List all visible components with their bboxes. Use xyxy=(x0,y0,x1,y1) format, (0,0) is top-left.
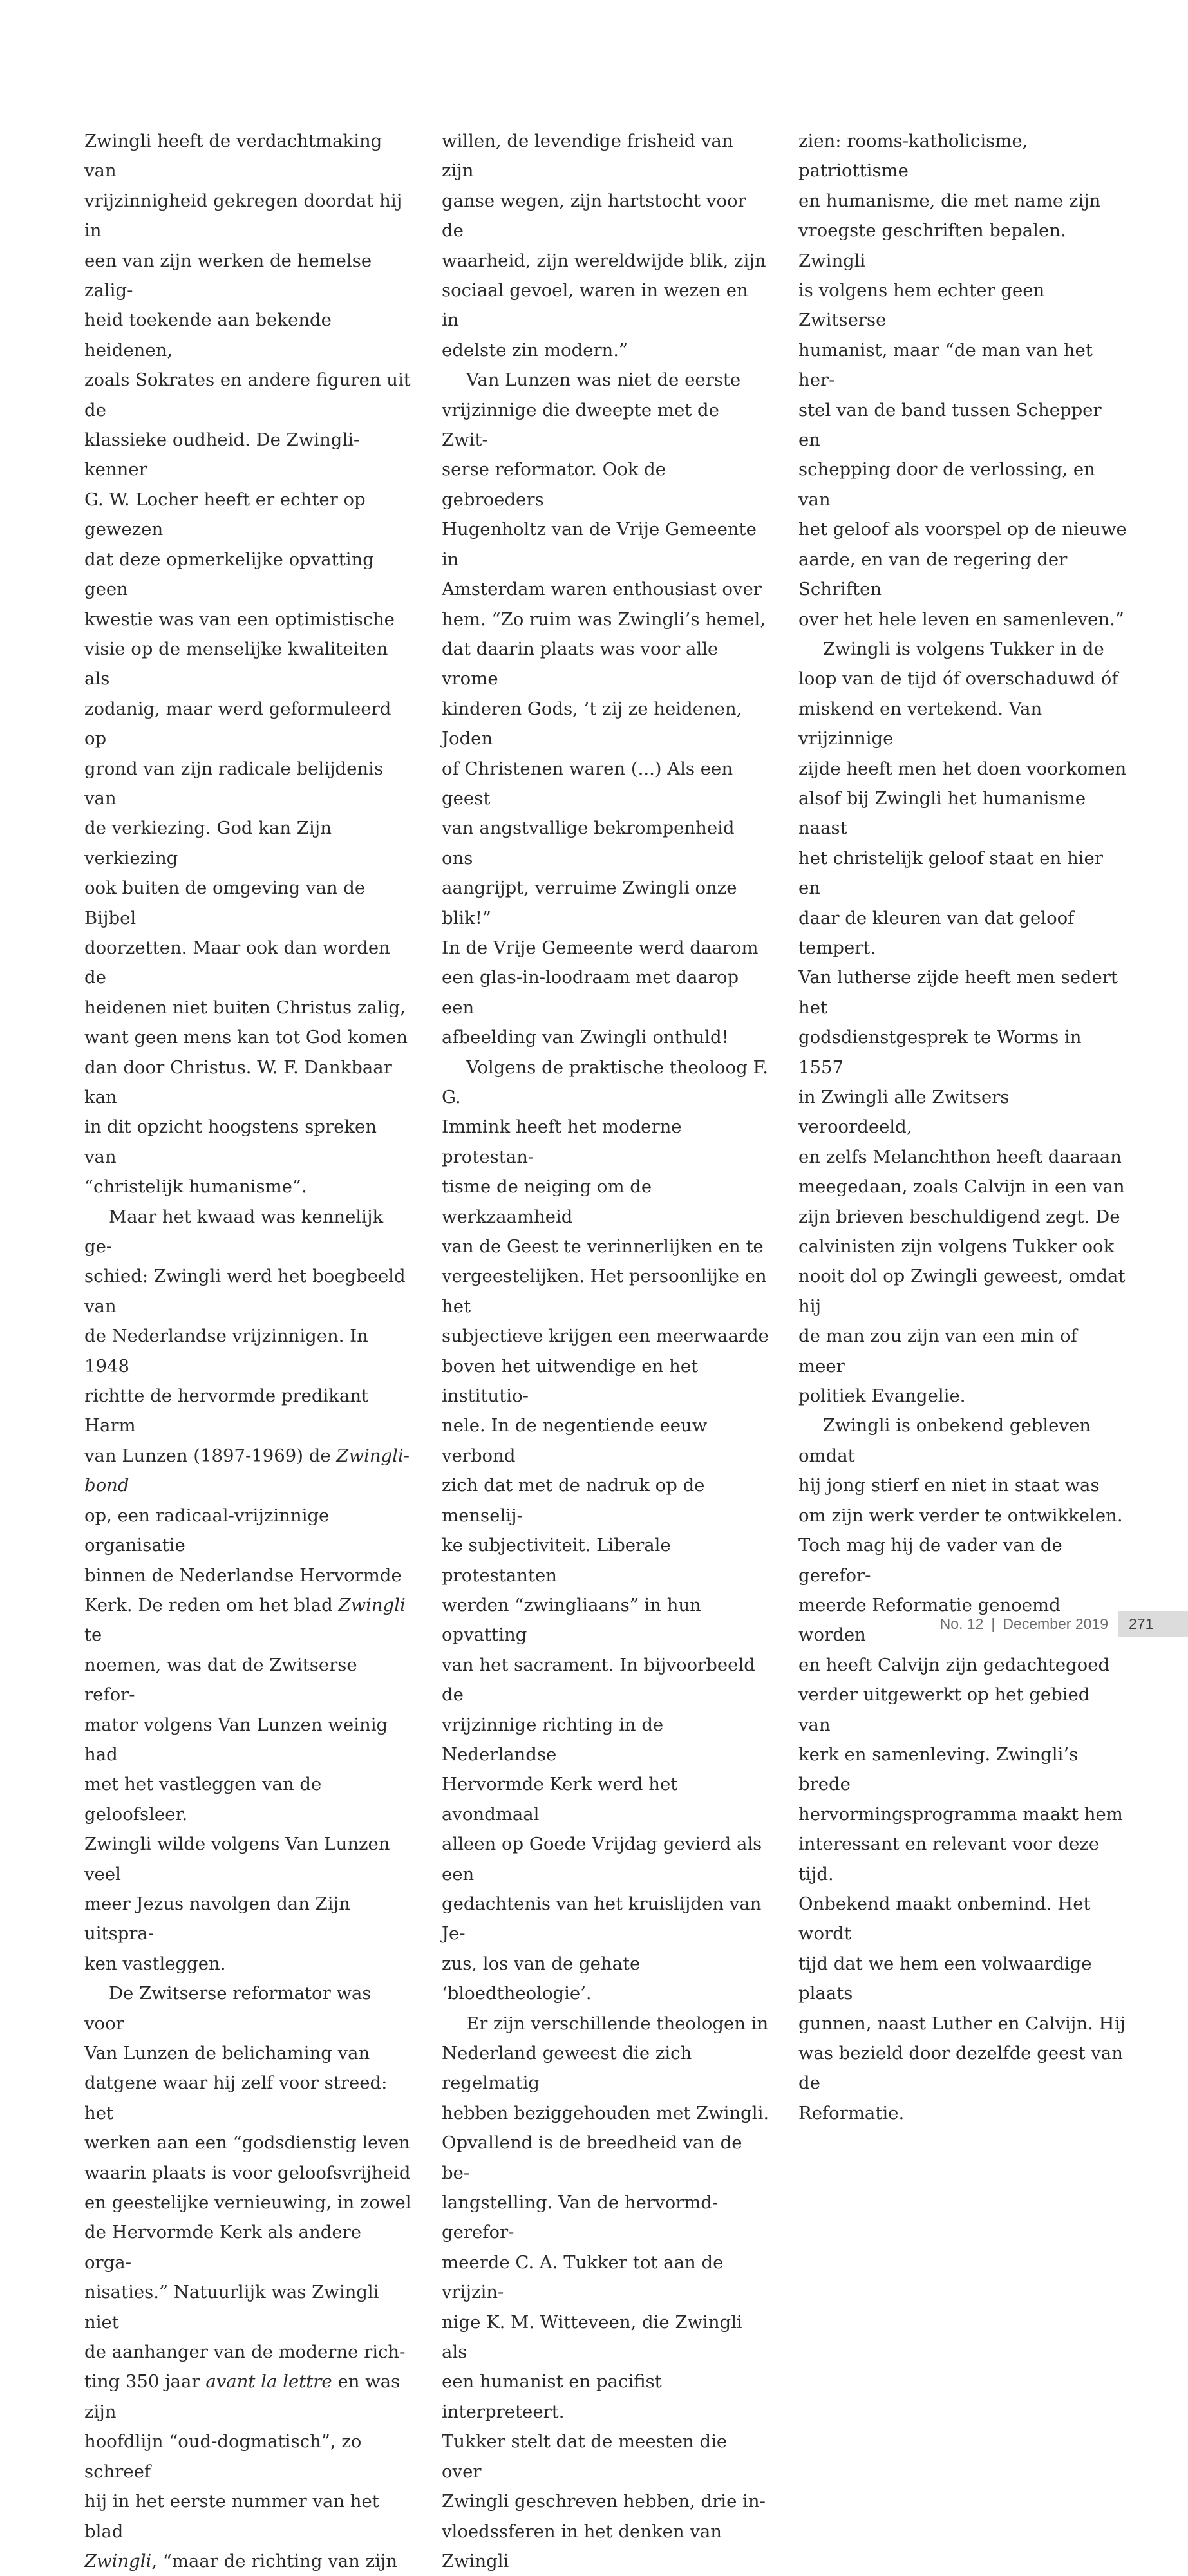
italic-title: Zwingli xyxy=(84,2550,152,2571)
text-line: de verkiezing. God kan Zijn verkiezing xyxy=(84,818,332,869)
text-line: miskend en vertekend. Van vrijzinnige xyxy=(798,698,1042,749)
text-line: richtte de hervormde predikant Harm xyxy=(84,1386,369,1436)
text-line: van Lunzen (1897-1969) de Zwingli-bond xyxy=(84,1445,410,1496)
text-line: Maar het kwaad was kennelijk ge- xyxy=(84,1206,384,1257)
text-line: de Hervormde Kerk als andere orga- xyxy=(84,2222,362,2273)
italic-title: Zwingli-bond xyxy=(84,1445,410,1496)
text-line: alleen op Goede Vrijdag gevierd als een xyxy=(442,1834,762,1885)
text-line: dat deze opmerkelijke opvatting geen xyxy=(84,549,374,600)
text-line: Zwingli wilde volgens Van Lunzen veel xyxy=(84,1834,390,1885)
text-line: Tukker stelt dat de meesten die over xyxy=(442,2431,728,2482)
text-line: zodanig, maar werd geformuleerd op xyxy=(84,698,391,749)
text-line: boven het uitwendige en het institutio- xyxy=(442,1355,699,1407)
paragraph xyxy=(798,634,1127,1411)
text-line: gedachtenis van het kruislijden van Je- xyxy=(442,1893,762,1944)
text-line: het christelijk geloof staat en hier en xyxy=(798,847,1103,899)
text-line: klassieke oudheid. De Zwingli-kenner xyxy=(84,429,360,480)
italic-title: Zwingli xyxy=(338,1594,406,1615)
text-line: “christelijk humanisme”. xyxy=(84,1176,307,1198)
text-line: grond van zijn radicale belijdenis van xyxy=(84,758,384,809)
text-line: G. W. Locher heeft er echter op gewezen xyxy=(84,489,366,540)
text-line: ganse wegen, zijn hartstocht voor de xyxy=(442,190,746,241)
paragraph xyxy=(442,365,770,1052)
text-line: sociaal gevoel, waren in wezen en in xyxy=(442,280,748,331)
text-line: Immink heeft het moderne protestan- xyxy=(442,1116,682,1167)
text-line: vloedssferen in het denken van Zwingli xyxy=(442,2521,722,2571)
text-line: zien: rooms-katholicisme, patriottisme xyxy=(798,131,1028,182)
text-line: Hervormde Kerk werd het avondmaal xyxy=(442,1774,678,1825)
paragraph xyxy=(442,126,770,365)
text-line: Er zijn verschillende theologen in xyxy=(466,2013,769,2034)
text-line: meegedaan, zoals Calvijn in een van xyxy=(798,1176,1125,1198)
text-line: schied: Zwingli werd het boegbeeld van xyxy=(84,1266,406,1317)
issue-date: December 2019 xyxy=(1003,1615,1108,1632)
text-line: is volgens hem echter geen Zwitserse xyxy=(798,280,1045,331)
text-line: aarde, en van de regering der Schriften xyxy=(798,549,1068,600)
text-line: de man zou zijn van een min of meer xyxy=(798,1326,1077,1377)
text-line: vrijzinnige richting in de Nederlandse xyxy=(442,1714,664,1765)
text-line: nige K. M. Witteveen, die Zwingli als xyxy=(442,2311,742,2363)
text-line: in Zwingli alle Zwitsers veroordeeld, xyxy=(798,1087,1010,1138)
text-line: humanist, maar “de man van het her- xyxy=(798,339,1093,391)
text-line: stel van de band tussen Schepper en xyxy=(798,399,1102,451)
text-line: Nederland geweest die zich regelmatig xyxy=(442,2043,692,2094)
text-line: en geestelijke vernieuwing, in zowel xyxy=(84,2192,411,2214)
text-line: Van lutherse zijde heeft men sedert het xyxy=(798,967,1118,1018)
text-line: vroegste geschriften bepalen. Zwingli xyxy=(798,220,1066,271)
paragraph xyxy=(84,126,413,1202)
text-line: godsdienstgesprek te Worms in 1557 xyxy=(798,1027,1082,1078)
text-line: binnen de Nederlandse Hervormde xyxy=(84,1565,402,1586)
text-line: kinderen Gods, ’t zij ze heidenen, Joden xyxy=(442,698,742,749)
text-line: loop van de tijd óf overschaduwd óf xyxy=(798,668,1118,690)
text-line: en heeft Calvijn zijn gedachtegoed xyxy=(798,1654,1110,1675)
text-line: ken vastleggen. xyxy=(84,1953,226,1974)
text-line: kwestie was van een optimistische xyxy=(84,608,395,630)
text-line: nisaties.” Natuurlijk was Zwingli niet xyxy=(84,2282,379,2333)
text-line: Van Lunzen was niet de eerste xyxy=(466,370,741,391)
text-line: Zwingli is onbekend gebleven omdat xyxy=(798,1415,1091,1466)
text-line: alsof bij Zwingli het humanisme naast xyxy=(798,787,1086,839)
text-line: calvinisten zijn volgens Tukker ook xyxy=(798,1236,1115,1257)
text-line: gunnen, naast Luther en Calvijn. Hij xyxy=(798,2013,1126,2034)
text-line: hem. “Zo ruim was Zwingli’s hemel, xyxy=(442,608,766,630)
text-line: of Christenen waren (...) Als een geest xyxy=(442,758,733,809)
text-line: kerk en samenleving. Zwingli’s brede xyxy=(798,1744,1079,1795)
issue-number: No. 12 xyxy=(939,1615,984,1632)
text-line: de Nederlandse vrijzinnigen. In 1948 xyxy=(84,1326,368,1377)
text-line: werden “zwingliaans” in hun opvatting xyxy=(442,1594,701,1646)
text-line: hij jong stierf en niet in staat was xyxy=(798,1475,1100,1496)
paragraph xyxy=(442,1053,770,2009)
text-line: nele. In de negentiende eeuw verbond xyxy=(442,1415,708,1466)
text-line: van de Geest te verinnerlijken en te xyxy=(442,1236,764,1257)
text-line: politiek Evangelie. xyxy=(798,1386,966,1407)
text-line: tijd dat we hem een volwaardige plaats xyxy=(798,1953,1092,2004)
article-column-3 xyxy=(798,126,1127,2128)
text-line: om zijn werk verder te ontwikkelen. xyxy=(798,1505,1123,1526)
footer-separator: | xyxy=(991,1615,995,1632)
text-line: zijn brieven beschuldigend zegt. De xyxy=(798,1206,1120,1227)
paragraph xyxy=(798,1411,1127,2128)
text-line: een humanist en pacifist interpreteert. xyxy=(442,2371,662,2422)
text-line: De Zwitserse reformator was voor xyxy=(84,1983,372,2034)
text-line: Volgens de praktische theoloog F. G. xyxy=(442,1057,769,1107)
text-line: In de Vrije Gemeente werd daarom xyxy=(442,937,759,958)
text-line: Toch mag hij de vader van de gerefor- xyxy=(798,1535,1062,1586)
text-line: hebben beziggehouden met Zwingli. xyxy=(442,2102,769,2123)
page-footer xyxy=(940,1611,1188,1637)
page-number: 271 xyxy=(1118,1611,1188,1637)
text-line: want geen mens kan tot God komen xyxy=(84,1027,408,1048)
text-line: een glas-in-loodraam met daarop een xyxy=(442,967,739,1018)
text-line: heid toekende aan bekende heidenen, xyxy=(84,310,332,361)
text-line: ook buiten de omgeving van de Bijbel xyxy=(84,878,366,928)
text-line: langstelling. Van de hervormd-gerefor- xyxy=(442,2192,719,2243)
text-line: serse reformator. Ook de gebroeders xyxy=(442,459,666,510)
text-line: zijde heeft men het doen voorkomen xyxy=(798,758,1127,779)
text-line: de aanhanger van de moderne rich- xyxy=(84,2342,406,2363)
text-line: dan door Christus. W. F. Dankbaar kan xyxy=(84,1057,392,1107)
text-line: Zwingli geschreven hebben, drie in- xyxy=(442,2491,766,2512)
text-line: dat daarin plaats was voor alle vrome xyxy=(442,638,719,690)
text-line: vrijzinnigheid gekregen doordat hij in xyxy=(84,190,402,241)
text-line: meerde Reformatie genoemd worden xyxy=(798,1594,1061,1646)
text-line: nooit dol op Zwingli geweest, omdat hij xyxy=(798,1266,1126,1317)
text-line: Opvallend is de breedheid van de be- xyxy=(442,2132,742,2183)
text-line: Amsterdam waren enthousiast over xyxy=(442,579,762,600)
text-line: meer Jezus navolgen dan Zijn uitspra- xyxy=(84,1893,350,1944)
text-line: hervormingsprogramma maakt hem xyxy=(798,1803,1123,1825)
text-line: heidenen niet buiten Christus zalig, xyxy=(84,997,406,1018)
text-line: meerde C. A. Tukker tot aan de vrijzin- xyxy=(442,2252,724,2303)
text-line: schepping door de verlossing, en van xyxy=(798,459,1095,510)
text-line: ting 350 jaar avant la lettre en was zijn xyxy=(84,2371,401,2422)
text-line: werken aan een “godsdienstig leven xyxy=(84,2132,410,2154)
text-line: van angstvallige bekrompenheid ons xyxy=(442,818,735,869)
text-line: vergeestelijken. Het persoonlijke en het xyxy=(442,1266,767,1317)
paragraph xyxy=(84,1979,413,2576)
text-line: edelste zin modern.” xyxy=(442,339,628,361)
text-line: afbeelding van Zwingli onthuld! xyxy=(442,1027,729,1048)
text-line: in dit opzicht hoogstens spreken van xyxy=(84,1116,377,1167)
text-line: verder uitgewerkt op het gebied van xyxy=(798,1684,1090,1735)
text-line: interessant en relevant voor deze tijd. xyxy=(798,1834,1100,1885)
text-line: Reformatie. xyxy=(798,2102,905,2123)
text-line: Zwingli is volgens Tukker in de xyxy=(823,638,1104,659)
text-line: Zwingli, “maar de richting van zijn xyxy=(84,2550,398,2571)
text-line: over het hele leven en samenleven.” xyxy=(798,608,1124,630)
text-line: met het vastleggen van de geloofsleer. xyxy=(84,1774,322,1825)
text-line: Van Lunzen de belichaming van xyxy=(84,2043,370,2064)
text-line: op, een radicaal-vrijzinnige organisatie xyxy=(84,1505,330,1556)
text-line: was bezield door dezelfde geest van de xyxy=(798,2043,1123,2094)
text-line: mator volgens Van Lunzen weinig had xyxy=(84,1714,388,1765)
text-line: het geloof als voorspel op de nieuwe xyxy=(798,519,1127,540)
paragraph xyxy=(798,126,1127,634)
text-line: Hugenholtz van de Vrije Gemeente in xyxy=(442,519,757,570)
text-line: daar de kleuren van dat geloof tempert. xyxy=(798,907,1075,958)
article-column-2 xyxy=(442,126,770,2576)
article-column-1 xyxy=(84,126,413,2576)
text-line: visie op de menselijke kwaliteiten als xyxy=(84,638,388,690)
text-line: subjectieve krijgen een meerwaarde xyxy=(442,1326,769,1347)
text-line: waarin plaats is voor geloofsvrijheid xyxy=(84,2162,411,2183)
text-line: doorzetten. Maar ook dan worden de xyxy=(84,937,390,988)
text-line: en zelfs Melanchthon heeft daaraan xyxy=(798,1146,1122,1167)
text-line: tisme de neiging om de werkzaamheid xyxy=(442,1176,652,1227)
text-line: een van zijn werken de hemelse zalig- xyxy=(84,250,372,301)
text-line: Zwingli heeft de verdachtmaking van xyxy=(84,131,382,182)
text-line: willen, de levendige frisheid van zijn xyxy=(442,131,733,182)
text-line: zus, los van de gehate ‘bloedtheologie’. xyxy=(442,1953,641,2004)
text-line: hij in het eerste nummer van het blad xyxy=(84,2491,379,2542)
text-line: van het sacrament. In bijvoorbeeld de xyxy=(442,1654,755,1706)
text-line: en humanisme, die met name zijn xyxy=(798,190,1101,211)
paragraph xyxy=(84,1202,413,1979)
text-line: datgene waar hij zelf voor streed: het xyxy=(84,2073,388,2123)
text-line: zoals Sokrates en andere figuren uit de xyxy=(84,370,411,420)
text-line: noemen, was dat de Zwitserse refor- xyxy=(84,1654,357,1706)
text-line: waarheid, zijn wereldwijde blik, zijn xyxy=(442,250,766,271)
text-line: Kerk. De reden om het blad Zwingli te xyxy=(84,1594,406,1646)
text-line: vrijzinnige die dweepte met de Zwit- xyxy=(442,399,719,451)
text-line: hoofdlijn “oud-dogmatisch”, zo schreef xyxy=(84,2431,362,2482)
text-line: ke subjectiviteit. Liberale protestanten xyxy=(442,1535,671,1586)
paragraph xyxy=(442,2009,770,2576)
italic-title: avant la lettre xyxy=(205,2371,332,2393)
text-line: aangrijpt, verruime Zwingli onze blik!” xyxy=(442,878,737,928)
text-line: zich dat met de nadruk op de menselij- xyxy=(442,1475,705,1526)
text-line: Onbekend maakt onbemind. Het wordt xyxy=(798,1893,1091,1944)
